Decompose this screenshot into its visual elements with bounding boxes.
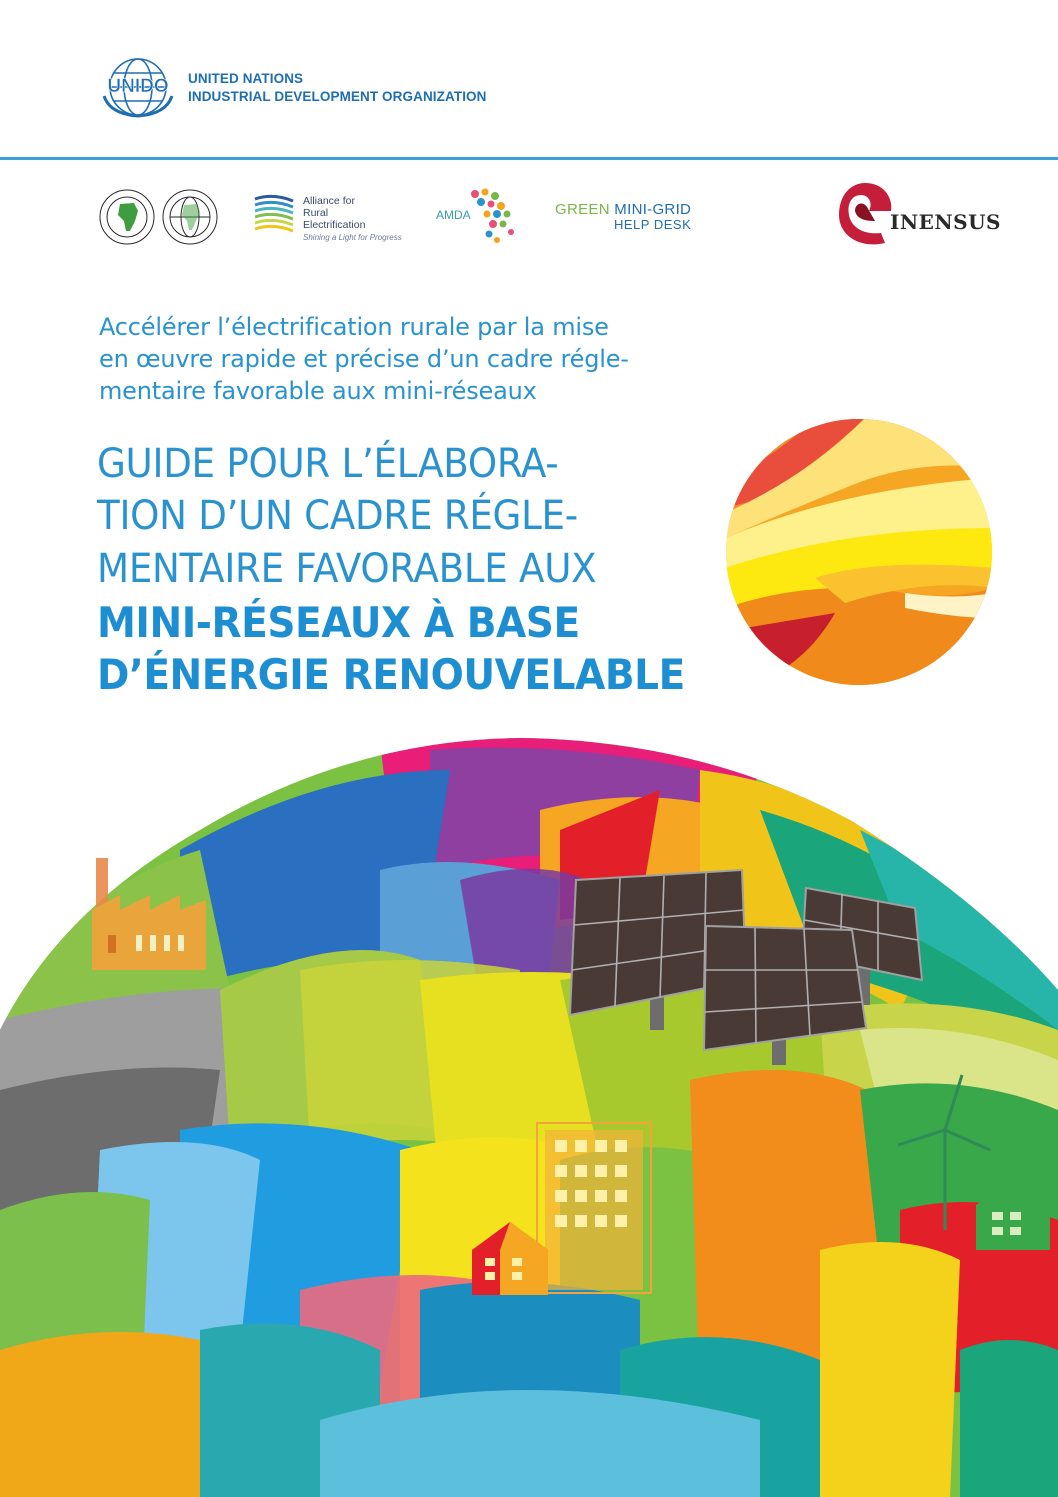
sun-illustration	[725, 418, 993, 686]
title-line-1: GUIDE POUR L’ÉLABORA-	[97, 441, 559, 487]
header-divider	[0, 157, 1058, 160]
title-line-2: TION D’UN CADRE RÉGLE-	[97, 493, 578, 539]
subtitle-line-2: en œuvre rapide et précise d’un cadre régle-	[99, 345, 629, 373]
subtitle-line-3: mentaire favorable aux mini-réseaux	[99, 377, 537, 405]
afdb-logo	[98, 187, 220, 247]
gmg-help-desk: HELP DESK	[614, 217, 692, 232]
are-name-line-2: Rural	[303, 207, 329, 219]
amda-name: AMDA	[436, 208, 471, 222]
title-line-3: MENTAIRE FAVORABLE AUX	[97, 546, 597, 592]
gmg-green-word: GREEN	[555, 201, 610, 218]
org-name-line-1: UNITED NATIONS	[188, 71, 304, 86]
are-name-line-3: Electrification	[303, 219, 366, 231]
are-name-line-1: Alliance for	[303, 195, 355, 207]
building-icon	[537, 1123, 651, 1293]
gmg-mini-grid-word: MINI-GRID	[609, 201, 692, 218]
inensus-logo-mark	[835, 181, 895, 247]
unido-emblem-text: UNIDO	[107, 76, 169, 97]
title-line-5: D’ÉNERGIE RENOUVELABLE	[97, 650, 685, 699]
org-name-line-2: INDUSTRIAL DEVELOPMENT ORGANIZATION	[188, 89, 487, 104]
subtitle-line-1: Accélérer l’électrification rurale par la mise	[99, 313, 609, 341]
title-line-4: MINI-RÉSEAUX À BASE	[97, 598, 580, 647]
green-mini-grid-name	[555, 201, 691, 218]
inensus-name: INENSUS	[890, 210, 1001, 234]
are-tagline: Shining a Light for Progress	[303, 233, 402, 242]
unido-emblem-logo	[100, 56, 176, 118]
globe-illustration	[0, 730, 1058, 1497]
